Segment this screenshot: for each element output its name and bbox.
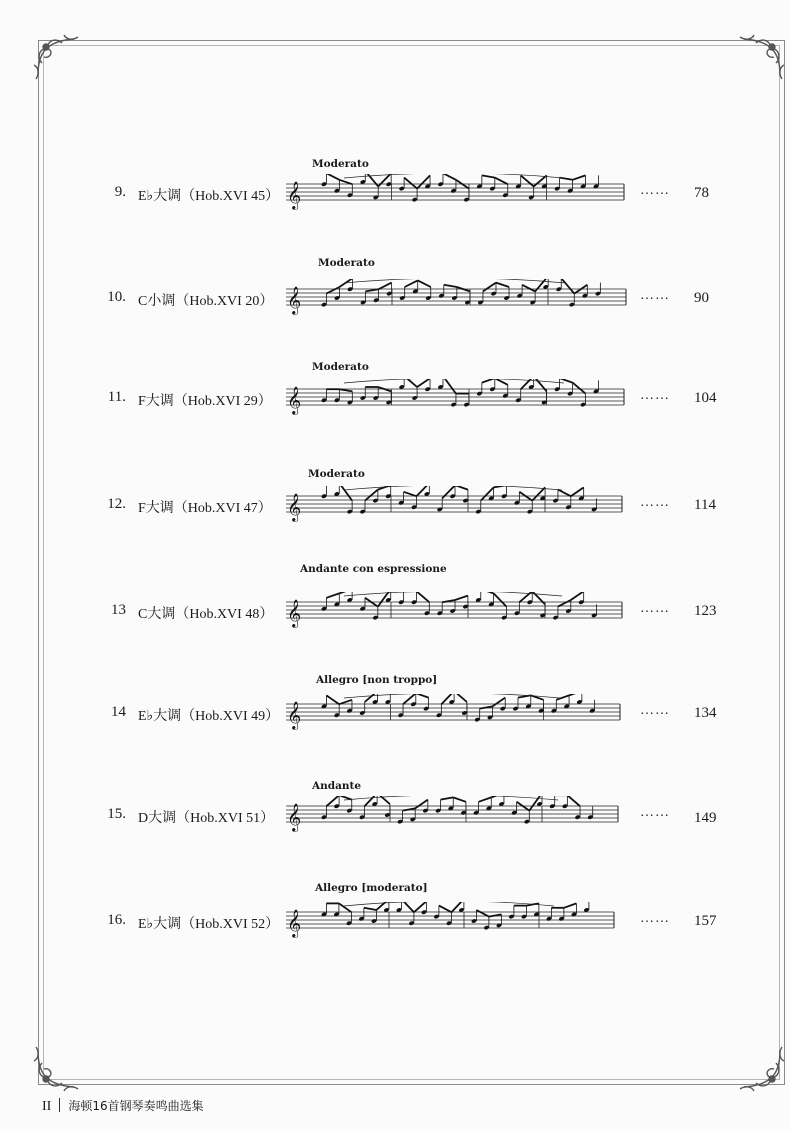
footer-book-title: 海顿16首钢琴奏鸣曲选集: [68, 1099, 204, 1113]
leader-dots: ……: [640, 495, 670, 510]
toc-entry[interactable]: [0, 462, 790, 542]
leader-dots: ……: [640, 601, 670, 616]
toc-entry[interactable]: [0, 355, 790, 435]
entry-title: E♭大调（Hob.XVI 45）: [138, 189, 280, 204]
music-incipit: [284, 592, 629, 636]
leader-dots: ……: [640, 388, 670, 403]
tempo-marking: Allegro [moderato]: [315, 882, 428, 894]
toc-entry[interactable]: [0, 255, 790, 335]
svg-text:𝄞: 𝄞: [287, 599, 302, 627]
music-incipit: [284, 694, 629, 738]
footer-divider: [59, 1098, 60, 1112]
tempo-marking: Andante: [312, 780, 362, 792]
leader-dots: ……: [640, 183, 670, 198]
entry-title: F大调（Hob.XVI 47）: [138, 501, 272, 516]
entry-number: 13: [111, 602, 126, 618]
page-number: 104: [694, 390, 717, 406]
svg-text:𝄞: 𝄞: [287, 181, 302, 209]
leader-dots: ……: [640, 288, 670, 303]
entry-number: 9.: [114, 184, 126, 200]
entry-title: F大调（Hob.XVI 29）: [138, 394, 272, 409]
tempo-marking: Moderato: [318, 257, 375, 269]
entry-number: 15.: [107, 806, 126, 822]
entry-title: E♭大调（Hob.XVI 52）: [138, 917, 280, 932]
leader-dots: ……: [640, 805, 670, 820]
svg-text:𝄞: 𝄞: [287, 286, 302, 314]
tempo-marking: Moderato: [312, 158, 369, 170]
page-number: 157: [694, 913, 717, 929]
music-incipit: [284, 174, 629, 218]
music-incipit: [284, 279, 629, 323]
leader-dots: ……: [640, 911, 670, 926]
corner-ornament-top-right: [738, 33, 786, 81]
page-footer: [42, 1097, 204, 1115]
svg-text:𝄞: 𝄞: [287, 493, 302, 521]
page-number: 134: [694, 705, 717, 721]
toc-entry[interactable]: [0, 878, 790, 958]
tempo-marking: Moderato: [308, 468, 365, 480]
page-number: 78: [694, 185, 709, 201]
corner-ornament-bottom-left: [32, 1045, 80, 1093]
page-number: 90: [694, 290, 709, 306]
tempo-marking: Andante con espressione: [300, 563, 447, 575]
svg-text:𝄞: 𝄞: [287, 909, 302, 937]
entry-number: 14: [111, 704, 126, 720]
tempo-marking: Moderato: [312, 361, 369, 373]
entry-title: C大调（Hob.XVI 48）: [138, 607, 274, 622]
svg-text:𝄞: 𝄞: [287, 701, 302, 729]
entry-title: E♭大调（Hob.XVI 49）: [138, 709, 280, 724]
music-incipit: [284, 796, 629, 840]
tempo-marking: Allegro [non troppo]: [316, 674, 438, 686]
page-number: 114: [694, 497, 716, 513]
toc-entry[interactable]: [0, 563, 790, 648]
toc-entry[interactable]: [0, 772, 790, 852]
corner-ornament-bottom-right: [738, 1045, 786, 1093]
entry-title: C小调（Hob.XVI 20）: [138, 294, 274, 309]
entry-number: 16.: [107, 912, 126, 928]
entry-number: 11.: [107, 389, 126, 405]
svg-text:𝄞: 𝄞: [287, 803, 302, 831]
entry-title: D大调（Hob.XVI 51）: [138, 811, 275, 826]
footer-page-number: II: [42, 1099, 52, 1114]
page-number: 123: [694, 603, 717, 619]
entry-number: 10.: [107, 289, 126, 305]
music-incipit: [284, 902, 629, 946]
corner-ornament-top-left: [32, 33, 80, 81]
music-incipit: [284, 486, 629, 530]
svg-text:𝄞: 𝄞: [287, 386, 302, 414]
leader-dots: ……: [640, 703, 670, 718]
entry-number: 12.: [107, 496, 126, 512]
toc-entry[interactable]: [0, 150, 790, 230]
toc-entry[interactable]: [0, 670, 790, 750]
music-incipit: [284, 379, 629, 423]
page-number: 149: [694, 810, 717, 826]
